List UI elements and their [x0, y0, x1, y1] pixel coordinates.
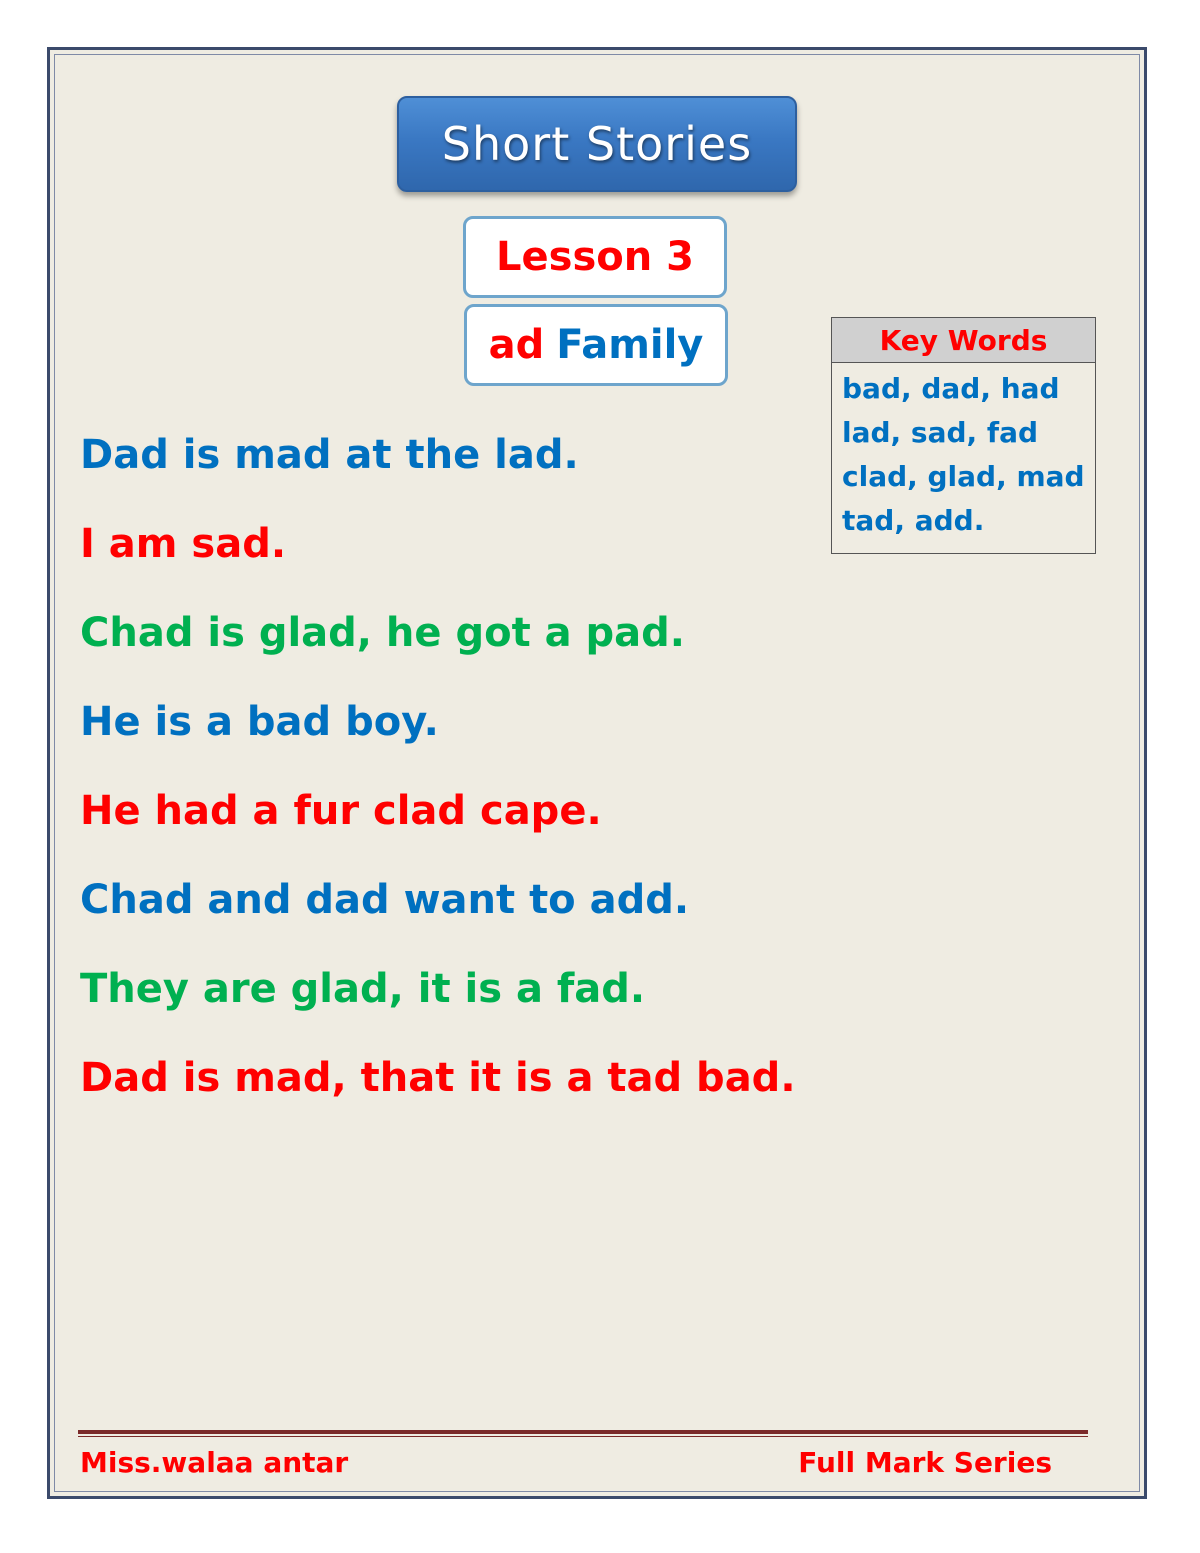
story-sentences: [80, 427, 820, 1139]
word-family-label: Family: [556, 322, 704, 368]
story-line: He is a bad boy.: [80, 699, 439, 745]
key-words-box: [831, 317, 1096, 554]
key-words-line: clad, glad, mad: [842, 460, 1085, 493]
key-words-line: lad, sad, fad: [842, 416, 1039, 449]
footer-divider: [78, 1430, 1088, 1437]
key-words-list: [832, 363, 1095, 543]
word-family-prefix: ad: [488, 322, 545, 368]
story-line: Chad and dad want to add.: [80, 877, 690, 923]
key-words-title: Key Words: [832, 318, 1095, 363]
story-line: Chad is glad, he got a pad.: [80, 610, 685, 656]
story-line: He had a fur clad cape.: [80, 788, 602, 834]
lesson-label-box: [463, 216, 727, 298]
footer-author: Miss.walaa antar: [80, 1446, 349, 1479]
word-family-box: [464, 304, 728, 386]
page-title: Short Stories: [441, 117, 753, 171]
story-line: They are glad, it is a fad.: [80, 966, 646, 1012]
story-line: I am sad.: [80, 521, 287, 567]
key-words-line: tad, add.: [842, 504, 985, 537]
story-line: Dad is mad, that it is a tad bad.: [80, 1055, 796, 1101]
lesson-number: Lesson 3: [496, 234, 694, 280]
key-words-line: bad, dad, had: [842, 372, 1060, 405]
footer-series: Full Mark Series: [798, 1446, 1052, 1479]
title-banner: [397, 96, 797, 192]
story-line: Dad is mad at the lad.: [80, 432, 579, 478]
